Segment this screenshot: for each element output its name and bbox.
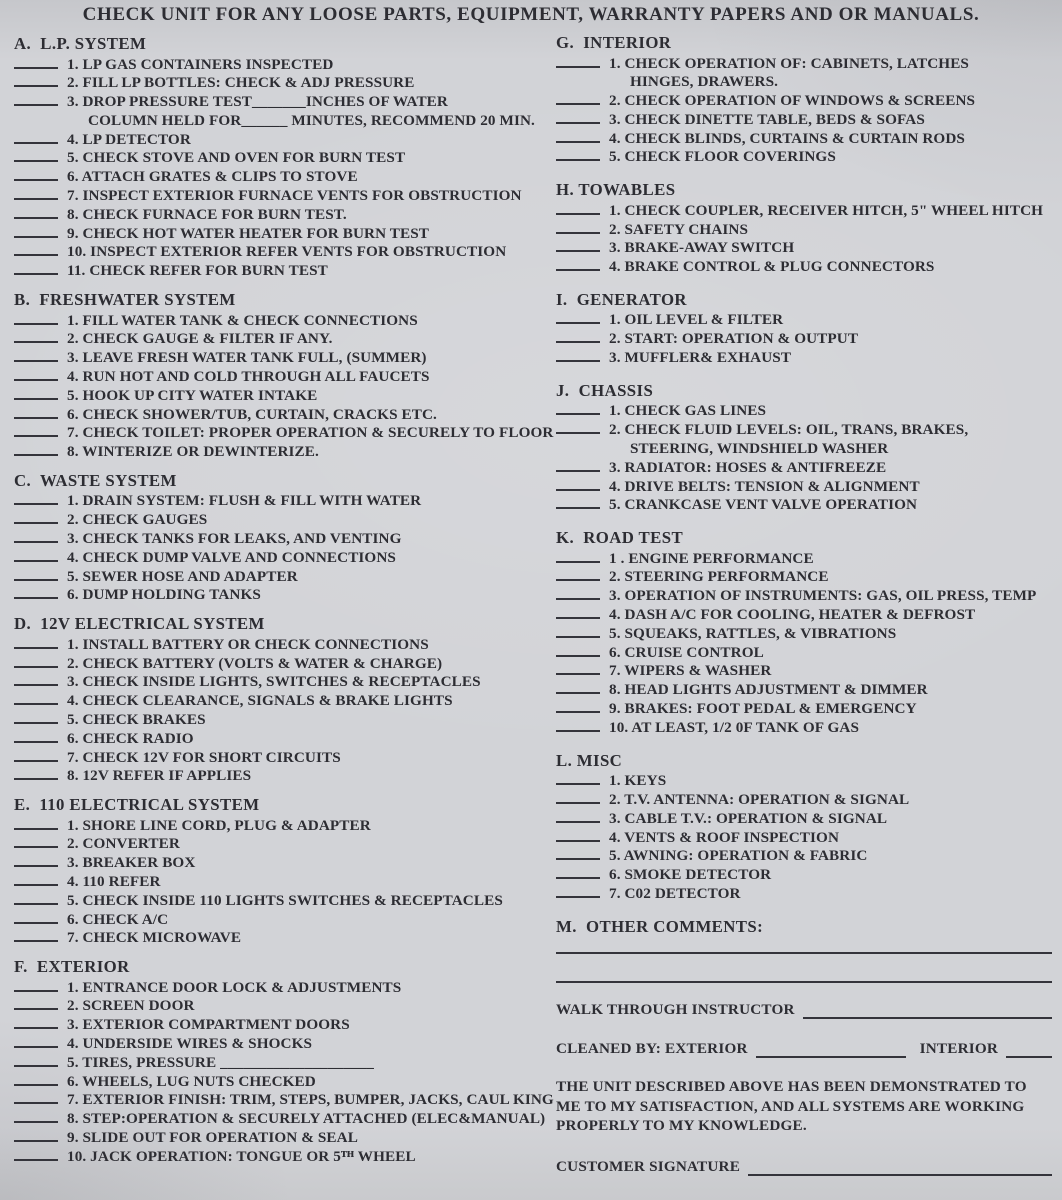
checklist-item [556,885,1052,904]
checklist-item [556,55,1052,74]
cleaned-by-exterior-label: CLEANED BY: EXTERIOR [556,1040,748,1058]
fill-in-blank [556,338,600,343]
checklist-item [556,402,1052,421]
fill-in-blank [14,919,58,924]
walk-through-label: WALK THROUGH INSTRUCTOR [556,1001,795,1019]
fill-in-blank [14,500,58,505]
item-label: 6. CRUISE CONTROL [609,643,764,661]
customer-signature-row [556,1158,1052,1176]
checklist-item [556,258,1052,277]
fill-in-blank [556,504,600,509]
section-header: K. ROAD TEST [556,528,684,548]
section-I [556,290,1052,368]
checklist-item [14,911,536,930]
checklist-item [14,225,536,244]
fill-in-blank [556,874,600,879]
item-label: 2. STEERING PERFORMANCE [609,568,829,586]
section-header: C. WASTE SYSTEM [14,470,177,490]
left-column [14,34,554,1176]
section-header: E. 110 ELECTRICAL SYSTEM [14,795,260,815]
checklist-item [14,636,536,655]
item-label: 2. CONVERTER [67,835,180,853]
fill-in-blank [14,338,58,343]
fill-in-blank [14,357,58,362]
fill-in-blank [556,119,600,124]
item-label: 7. CHECK TOILET: PROPER OPERATION & SECURELY TO FLOOR [67,424,554,442]
item-label: 5. TIRES, PRESSURE ____________________ [67,1053,374,1071]
item-label: 2. CHECK OPERATION OF WINDOWS & SCREENS [609,92,976,110]
fill-in-blank [14,1099,58,1104]
checklist-item [556,311,1052,330]
checklist-item [14,262,536,281]
cleaned-by-row [556,1040,1052,1058]
fill-in-blank [556,229,600,234]
fill-in-blank [14,1081,58,1086]
item-label: 3. MUFFLER& EXHAUST [609,349,792,367]
item-label: 2. SAFETY CHAINS [609,220,749,238]
item-label: 5. CHECK FLOOR COVERINGS [609,148,836,166]
item-label: 10. JACK OPERATION: TONGUE OR 5ᵀᴴ WHEEL [67,1147,416,1165]
fill-in-blank [556,689,600,694]
checklist-item [556,606,1052,625]
checklist-item [556,681,1052,700]
section-header: L. MISC [556,750,623,770]
item-label: 1. ENTRANCE DOOR LOCK & ADJUSTMENTS [67,978,402,996]
item-label: 9. SLIDE OUT FOR OPERATION & SEAL [67,1129,358,1147]
checklist-item [14,655,536,674]
fill-in-blank [556,670,600,675]
document-title: CHECK UNIT FOR ANY LOOSE PARTS, EQUIPMENT, WARRANTY PAPERS AND OR MANUALS. [82,4,980,25]
checklist-item [14,1073,536,1092]
comments-line [556,952,1052,954]
item-label: 4. BRAKE CONTROL & PLUG CONNECTORS [609,258,935,276]
checklist-item [14,568,536,587]
section-L [556,751,1052,904]
checklist-item [14,549,536,568]
section-A [14,34,536,281]
checklist-item [14,330,536,349]
checklist-item [14,586,536,605]
checklist-item [556,239,1052,258]
footer-block [556,917,1052,1177]
item-label: 6. CHECK A/C [67,910,169,928]
checklist-item [14,835,536,854]
item-label: 8. HEAD LIGHTS ADJUSTMENT & DIMMER [609,681,928,699]
fill-in-blank [14,64,58,69]
item-label: 7. EXTERIOR FINISH: TRIM, STEPS, BUMPER, JACKS, CAUL KING [67,1091,554,1109]
fill-in-blank [556,558,600,563]
checklist-item [14,168,536,187]
item-label: 2. CHECK FLUID LEVELS: OIL, TRANS, BRAKES, [609,421,969,439]
checklist-item [14,817,536,836]
fill-in-blank [14,376,58,381]
fill-in-blank [556,63,600,68]
checklist-item [14,93,536,112]
checklist-item [14,892,536,911]
fill-in-blank [14,663,58,668]
item-label: 4. CHECK BLINDS, CURTAINS & CURTAIN RODS [609,129,965,147]
fill-in-blank [14,1043,58,1048]
fill-in-blank [14,538,58,543]
checklist-item [14,1016,536,1035]
exterior-blank [756,1052,906,1058]
checklist-item [556,568,1052,587]
fill-in-blank [556,319,600,324]
checklist-item [14,149,536,168]
item-label: 6. SMOKE DETECTOR [609,866,772,884]
checklist-item [556,829,1052,848]
item-label: 7. CHECK MICROWAVE [67,929,242,947]
fill-in-blank [14,825,58,830]
fill-in-blank [556,357,600,362]
comments-line [556,981,1052,983]
section-E [14,795,536,948]
section-C [14,471,536,605]
item-label: 4. DASH A/C FOR COOLING, HEATER & DEFROST [609,606,976,624]
item-label-continued: COLUMN HELD FOR______ MINUTES, RECOMMEND 20 MIN. [88,111,535,129]
checklist-item [556,92,1052,111]
fill-in-blank [14,937,58,942]
checklist-item [556,130,1052,149]
item-label: 6. CHECK RADIO [67,729,194,747]
section-header: J. CHASSIS [556,380,654,400]
checklist-item [14,979,536,998]
fill-in-blank [556,837,600,842]
fill-in-blank [14,451,58,456]
checklist-item [556,202,1052,221]
fill-in-blank [14,576,58,581]
fill-in-blank [14,1062,58,1067]
checklist-item [14,767,536,786]
checklist-item [14,530,536,549]
item-label: 1 . ENGINE PERFORMANCE [609,549,814,567]
fill-in-blank [14,594,58,599]
fill-in-blank [14,881,58,886]
item-label: 10. INSPECT EXTERIOR REFER VENTS FOR OBSTRUCTION [67,243,507,261]
item-label: 1. KEYS [609,772,667,790]
item-label: 5. HOOK UP CITY WATER INTAKE [67,386,318,404]
fill-in-blank [556,799,600,804]
checklist-item [14,349,536,368]
fill-in-blank [14,1156,58,1161]
fill-in-blank [556,429,600,434]
item-label: 1. CHECK OPERATION OF: CABINETS, LATCHES [609,54,969,72]
section-header: I. GENERATOR [556,289,687,309]
fill-in-blank [14,843,58,848]
checklist-item [14,511,536,530]
item-label: 6. WHEELS, LUG NUTS CHECKED [67,1072,316,1090]
item-label: 3. DROP PRESSURE TEST_______INCHES OF WATER [67,93,448,111]
fill-in-blank [14,681,58,686]
checklist-item [14,749,536,768]
item-label: 8. 12V REFER IF APPLIES [67,767,252,785]
checklist-item [14,56,536,75]
item-label: 5. CHECK STOVE AND OVEN FOR BURN TEST [67,149,406,167]
declaration-text: THE UNIT DESCRIBED ABOVE HAS BEEN DEMONSTRATED TO ME TO MY SATISFACTION, AND ALL SYSTEMS ARE WORKING PROPERLY TO MY KNOWLEDGE. [556,1078,1027,1134]
checklist-item [556,700,1052,719]
fill-in-blank [14,82,58,87]
checklist-item [556,459,1052,478]
item-label: 3. EXTERIOR COMPARTMENT DOORS [67,1016,350,1034]
fill-in-blank [14,101,58,106]
item-label-continued: HINGES, DRAWERS. [630,73,779,91]
item-label: 3. CHECK INSIDE LIGHTS, SWITCHES & RECEPTACLES [67,673,481,691]
fill-in-blank [14,1118,58,1123]
section-header: G. INTERIOR [556,33,672,52]
checklist-item [14,368,536,387]
checklist-item [556,662,1052,681]
walk-through-row [556,1001,1052,1019]
checklist-item [14,406,536,425]
fill-in-blank [556,595,600,600]
checklist-item [14,997,536,1016]
checklist-item [14,74,536,93]
fill-in-blank [556,727,600,732]
item-label: 2. T.V. ANTENNA: OPERATION & SIGNAL [609,790,910,808]
item-label: 2. CHECK GAUGES [67,511,208,529]
fill-in-blank [14,214,58,219]
item-label: 8. WINTERIZE OR DEWINTERIZE. [67,443,319,461]
fill-in-blank [14,700,58,705]
fill-in-blank [556,100,600,105]
fill-in-blank [556,247,600,252]
fill-in-blank [556,486,600,491]
fill-in-blank [14,775,58,780]
checklist-item [14,206,536,225]
checklist-item [556,625,1052,644]
fill-in-blank [556,855,600,860]
item-label: 4. 110 REFER [67,872,161,890]
fill-in-blank [14,320,58,325]
item-label: 4. VENTS & ROOF INSPECTION [609,828,840,846]
fill-in-blank [556,893,600,898]
checklist-item [14,387,536,406]
fill-in-blank [556,138,600,143]
checklist-item [14,187,536,206]
fill-in-blank [14,270,58,275]
interior-label: INTERIOR [919,1040,999,1058]
fill-in-blank [14,1137,58,1142]
checklist-item [14,1054,536,1073]
item-label: 5. SEWER HOSE AND ADAPTER [67,567,298,585]
checklist-item [14,711,536,730]
item-label: 2. FILL LP BOTTLES: CHECK & ADJ PRESSURE [67,74,415,92]
checklist-item [14,730,536,749]
fill-in-blank [556,818,600,823]
item-label: 3. CHECK TANKS FOR LEAKS, AND VENTING [67,530,402,548]
checklist-item [556,221,1052,240]
fill-in-blank [14,757,58,762]
fill-in-blank [14,557,58,562]
checklist-item [14,424,554,443]
checklist-item [14,692,536,711]
item-label: 5. SQUEAKS, RATTLES, & VIBRATIONS [609,624,897,642]
checklist-item [556,496,1052,515]
right-column [556,33,1052,1176]
checklist-item [14,873,536,892]
item-label: 5. CRANKCASE VENT VALVE OPERATION [609,496,918,514]
fill-in-blank [14,862,58,867]
item-label: 3. BRAKE-AWAY SWITCH [609,239,795,257]
item-label: 5. AWNING: OPERATION & FABRIC [609,847,868,865]
item-label: 9. BRAKES: FOOT PEDAL & EMERGENCY [609,700,917,718]
fill-in-blank [14,395,58,400]
section-J [556,381,1052,515]
fill-in-blank [14,251,58,256]
item-label: 7. INSPECT EXTERIOR FURNACE VENTS FOR OBSTRUCTION [67,187,522,205]
fill-in-blank [14,519,58,524]
item-label: 11. CHECK REFER FOR BURN TEST [67,262,328,280]
checklist-item [14,673,536,692]
item-label: 4. LP DETECTOR [67,130,191,148]
checklist-item [556,847,1052,866]
checklist-item [556,148,1052,167]
checklist-item [14,131,536,150]
item-label: 1. LP GAS CONTAINERS INSPECTED [67,55,334,73]
section-header: A. L.P. SYSTEM [14,34,147,53]
fill-in-blank [14,644,58,649]
section-B [14,290,554,462]
fill-in-blank [14,414,58,419]
checklist-item [556,111,1052,130]
item-label: 2. SCREEN DOOR [67,997,195,1015]
section-G [556,33,1052,167]
fill-in-blank [556,652,600,657]
customer-signature-blank [748,1170,1052,1176]
checklist-item [14,243,536,262]
section-D [14,614,536,786]
fill-in-blank [14,176,58,181]
fill-in-blank [556,614,600,619]
item-label: 3. CHECK DINETTE TABLE, BEDS & SOFAS [609,110,925,128]
item-label: 2. START: OPERATION & OUTPUT [609,330,859,348]
customer-signature-label: CUSTOMER SIGNATURE [556,1158,741,1176]
section-H [556,180,1052,277]
checklist-item [556,719,1052,738]
checklist-item [556,349,1052,368]
item-label: 4. RUN HOT AND COLD THROUGH ALL FAUCETS [67,367,430,385]
section-header: H. TOWABLES [556,180,676,200]
checklist-item [14,929,536,948]
item-label: 4. CHECK CLEARANCE, SIGNALS & BRAKE LIGHTS [67,692,453,710]
item-label: 8. CHECK FURNACE FOR BURN TEST. [67,205,347,223]
checklist-item [14,1129,536,1148]
item-label: 5. CHECK INSIDE 110 LIGHTS SWITCHES & RECEPTACLES [67,891,503,909]
fill-in-blank [14,987,58,992]
item-label: 3. LEAVE FRESH WATER TANK FULL, (SUMMER) [67,349,427,367]
checklist-item [14,443,536,462]
fill-in-blank [556,410,600,415]
section-header: F. EXTERIOR [14,957,130,977]
fill-in-blank [556,467,600,472]
fill-in-blank [14,195,58,200]
item-label: 4. DRIVE BELTS: TENSION & ALIGNMENT [609,477,920,495]
checklist-item [14,492,536,511]
checklist-item [556,330,1052,349]
item-label: 6. CHECK SHOWER/TUB, CURTAIN, CRACKS ETC. [67,405,437,423]
other-comments-header: M. OTHER COMMENTS: [556,916,764,936]
item-label: 1. DRAIN SYSTEM: FLUSH & FILL WITH WATER [67,492,422,510]
fill-in-blank [14,157,58,162]
walk-through-blank [803,1013,1052,1019]
checklist-item [14,854,536,873]
fill-in-blank [556,576,600,581]
item-label: 3. OPERATION OF INSTRUMENTS: GAS, OIL PRESS, TEMP [609,587,1037,605]
fill-in-blank [14,1005,58,1010]
item-label: 3. BREAKER BOX [67,854,196,872]
item-label: 1. CHECK COUPLER, RECEIVER HITCH, 5" WHEEL HITCH [609,201,1044,219]
item-label: 1. INSTALL BATTERY OR CHECK CONNECTIONS [67,635,429,653]
checklist-item [556,791,1052,810]
section-K [556,528,1052,737]
checklist-item [556,772,1052,791]
item-label: 1. OIL LEVEL & FILTER [609,311,784,329]
fill-in-blank [556,708,600,713]
checklist-item [556,550,1052,569]
item-label: 6. DUMP HOLDING TANKS [67,586,261,604]
fill-in-blank [14,233,58,238]
item-label: 10. AT LEAST, 1/2 0F TANK OF GAS [609,718,860,736]
checklist-item [14,1110,546,1129]
item-label: 7. C02 DETECTOR [609,884,741,902]
checklist-item [14,1148,536,1167]
interior-blank [1006,1052,1052,1058]
fill-in-blank [556,780,600,785]
checklist-item [556,644,1052,663]
fill-in-blank [556,633,600,638]
checklist-item [556,810,1052,829]
fill-in-blank [14,719,58,724]
checklist-item [14,1091,554,1110]
item-label: 7. WIPERS & WASHER [609,662,772,680]
item-label: 4. CHECK DUMP VALVE AND CONNECTIONS [67,548,396,566]
section-header: B. FRESHWATER SYSTEM [14,290,236,310]
checklist-item [14,312,536,331]
checklist-item [556,866,1052,885]
item-label: 9. CHECK HOT WATER HEATER FOR BURN TEST [67,224,430,242]
item-label: 2. CHECK BATTERY (VOLTS & WATER & CHARGE) [67,654,443,672]
checklist-item [14,1035,536,1054]
checklist-item [556,478,1052,497]
item-label: 8. STEP:OPERATION & SECURELY ATTACHED (ELEC&MANUAL) [67,1110,546,1128]
section-header: D. 12V ELECTRICAL SYSTEM [14,614,265,634]
checklist-item [556,587,1052,606]
item-label: 3. RADIATOR: HOSES & ANTIFREEZE [609,458,887,476]
fill-in-blank [14,139,58,144]
item-label-continued: STEERING, WINDSHIELD WASHER [630,439,889,457]
item-label: 1. SHORE LINE CORD, PLUG & ADAPTER [67,816,371,834]
fill-in-blank [14,738,58,743]
item-label: 4. UNDERSIDE WIRES & SHOCKS [67,1035,313,1053]
fill-in-blank [556,210,600,215]
item-label: 3. CABLE T.V.: OPERATION & SIGNAL [609,809,888,827]
section-F [14,957,554,1166]
item-label: 7. CHECK 12V FOR SHORT CIRCUITS [67,748,341,766]
fill-in-blank [14,900,58,905]
item-label: 2. CHECK GAUGE & FILTER IF ANY. [67,330,333,348]
fill-in-blank [14,1024,58,1029]
fill-in-blank [556,266,600,271]
item-label: 6. ATTACH GRATES & CLIPS TO STOVE [67,168,358,186]
item-label: 5. CHECK BRAKES [67,710,206,728]
checklist-item [556,421,1052,440]
item-label: 1. CHECK GAS LINES [609,402,767,420]
fill-in-blank [14,432,58,437]
fill-in-blank [556,156,600,161]
item-label: 1. FILL WATER TANK & CHECK CONNECTIONS [67,311,418,329]
